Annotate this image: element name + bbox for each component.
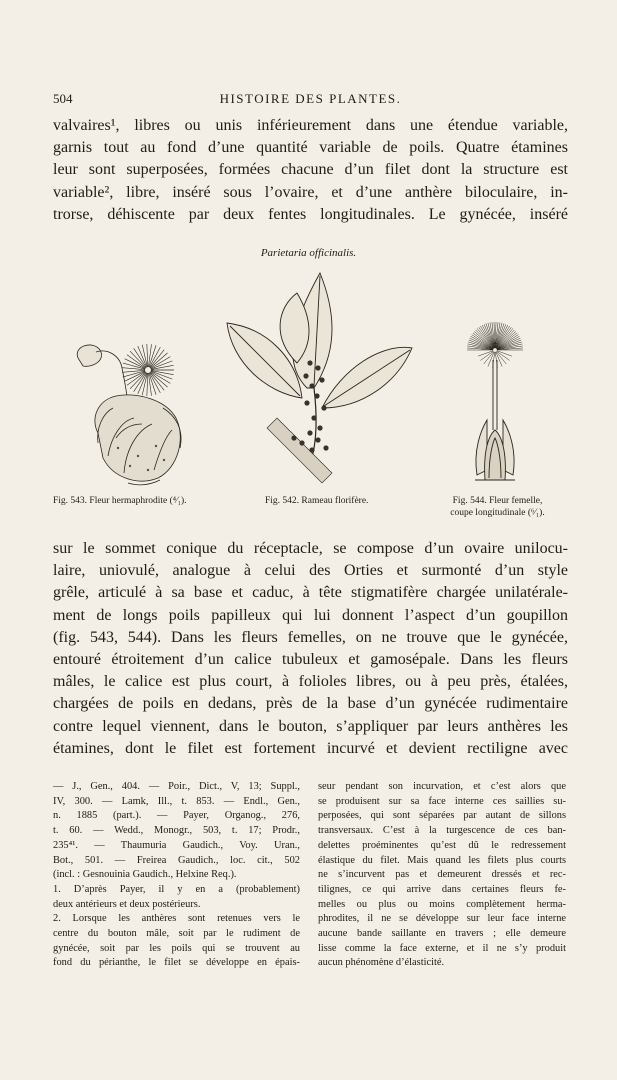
caption-fig-544-line-1: Fig. 544. Fleur femelle, xyxy=(452,496,543,506)
page-number: 504 xyxy=(53,91,73,106)
text-line: garnis tout au fond d’une quantité variable de poils. Quatre étamines xyxy=(53,139,568,157)
footnote-line: — J., Gen., 404. — Poir., Dict., V, 13; Suppl., xyxy=(53,781,300,792)
footnote-line: aucune bande saillante en travers ; elle demeure xyxy=(318,928,566,940)
fig-543-hermaphrodite-flower-illustration xyxy=(68,338,198,488)
text-line: laire, uniovulé, analogue à celui des Orties et surmonté d’un style xyxy=(53,562,568,580)
footnotes-left-column xyxy=(53,780,300,971)
footnote-line: delettes proéminentes qu’est dû le redressement xyxy=(318,839,566,851)
footnote-line: melles ou plus ou moins complètement herma- xyxy=(318,898,566,910)
footnote-line: deux antérieurs et deux postérieurs. xyxy=(53,898,201,910)
footnote-line: (incl. : Gesnouinia Gaudich., Helxine Req.). xyxy=(53,869,237,881)
footnote-line: centre du bouton mâle, soit par le rudiment de xyxy=(53,928,300,940)
body-text-top xyxy=(53,115,568,226)
text-line: sur le sommet conique du réceptacle, se compose d’un ovaire unilocu- xyxy=(53,540,568,557)
body-text-bottom xyxy=(53,538,568,760)
text-line: mâles, le calice est plus court, à folioles libres, ou à peu près, étalées, xyxy=(53,673,568,691)
footnote-line: perposées, qui sont séparées par autant de sillons xyxy=(318,810,566,822)
footnote-line: se produisent sur sa face interne ces saillies su- xyxy=(318,795,566,807)
running-head xyxy=(53,91,568,109)
stigma-hairs xyxy=(467,322,523,368)
text-line: étamines, dont le filet est fortement incurvé et devient rectiligne avec xyxy=(53,739,568,757)
footnote-line: 1. D’après Payer, il y en a (probablement) xyxy=(53,883,300,895)
text-line: leur sont superposées, formées chacune d’un filet dont la structure est xyxy=(53,161,568,179)
caption-fig-544 xyxy=(430,495,565,519)
footnote-line: Bot., 501. — Freirea Gaudich., loc. cit., 502 xyxy=(53,854,300,866)
footnotes-right-column xyxy=(318,780,566,971)
text-line: trorse, déhiscente par deux fentes longitudinales. Le gynécée, inséré xyxy=(53,205,568,223)
caption-fig-542: Fig. 542. Rameau florifère. xyxy=(265,496,369,506)
stigma-hairs xyxy=(122,344,174,396)
footnote-line: aucun phénomène d’élasticité. xyxy=(318,957,445,969)
fig-544-female-flower-section-illustration xyxy=(455,320,535,485)
text-line: chargées de poils en dedans, près de la base d’un gynécée rudimentaire xyxy=(53,695,568,713)
footnote-line: phrodites, il ne se développe sur leur face interne xyxy=(318,913,566,925)
footnote-line: gynécée, soit par les poils qui se trouvent au xyxy=(53,942,300,954)
text-line: contre lequel viennent, dans le bouton, s’appliquer par leurs anthères les xyxy=(53,717,568,735)
figure-title: Parietaria officinalis. xyxy=(260,247,357,259)
text-line: (fig. 543, 544). Dans les fleurs femelles, on ne trouve que le gynécée, xyxy=(53,628,568,646)
text-line: ment de longs poils papilleux qui lui donnent l’aspect d’un goupillon xyxy=(53,606,568,624)
footnote-line: n. 1885 (part.). — Payer, Organog., 276, xyxy=(53,810,300,822)
footnote-line: seur pendant son incurvation, et c’est alors que xyxy=(318,781,566,792)
caption-fig-543: Fig. 543. Fleur hermaphrodite (⁴⁄₁). xyxy=(53,496,187,506)
footnote-line: t. 60. — Wedd., Monogr., 503, t. 17; Prodr., xyxy=(53,825,300,837)
footnote-line: 235⁴¹. — Thaumuria Gaudich., Voy. Uran., xyxy=(53,839,300,851)
text-line: grêle, articulé à sa base et caduc, à tête stigmatifère chargée unilatérale- xyxy=(53,584,568,602)
text-line: valvaires¹, libres ou unis inférieurement dans une étendue variable, xyxy=(53,117,568,134)
footnote-separator xyxy=(300,775,312,776)
footnote-line: tilignes, ce qui arrive dans certaines fleurs fe- xyxy=(318,883,566,895)
fig-542-flowering-branch-illustration xyxy=(222,268,417,488)
text-line: entouré étroitement d’un calice tubuleux et gamosépale. Dans les fleurs xyxy=(53,651,568,669)
footnote-line: ne s’incurvent pas et demeurent dressés et rec- xyxy=(318,869,566,881)
footnote-line: IV, 300. — Lamk, Ill., t. 853. — Endl., Gen., xyxy=(53,795,300,807)
caption-fig-544-line-2: coupe longitudinale (⁶⁄₁). xyxy=(450,508,545,518)
footnote-line: transversaux. C’est à la turgescence de ces ban- xyxy=(318,825,566,837)
footnote-line: lisse comme la face externe, et il ne s’y produit xyxy=(318,942,566,954)
running-title: HISTOIRE DES PLANTES. xyxy=(219,91,402,106)
footnote-line: fond du périanthe, le filet se développe en épais- xyxy=(53,957,300,969)
text-line: variable², libre, inséré sous l’ovaire, et d’une anthère biloculaire, in- xyxy=(53,183,568,201)
footnote-line: 2. Lorsque les anthères sont retenues vers le xyxy=(53,913,300,925)
footnote-line: élastique du filet. Mais quand les filets plus courts xyxy=(318,854,566,866)
